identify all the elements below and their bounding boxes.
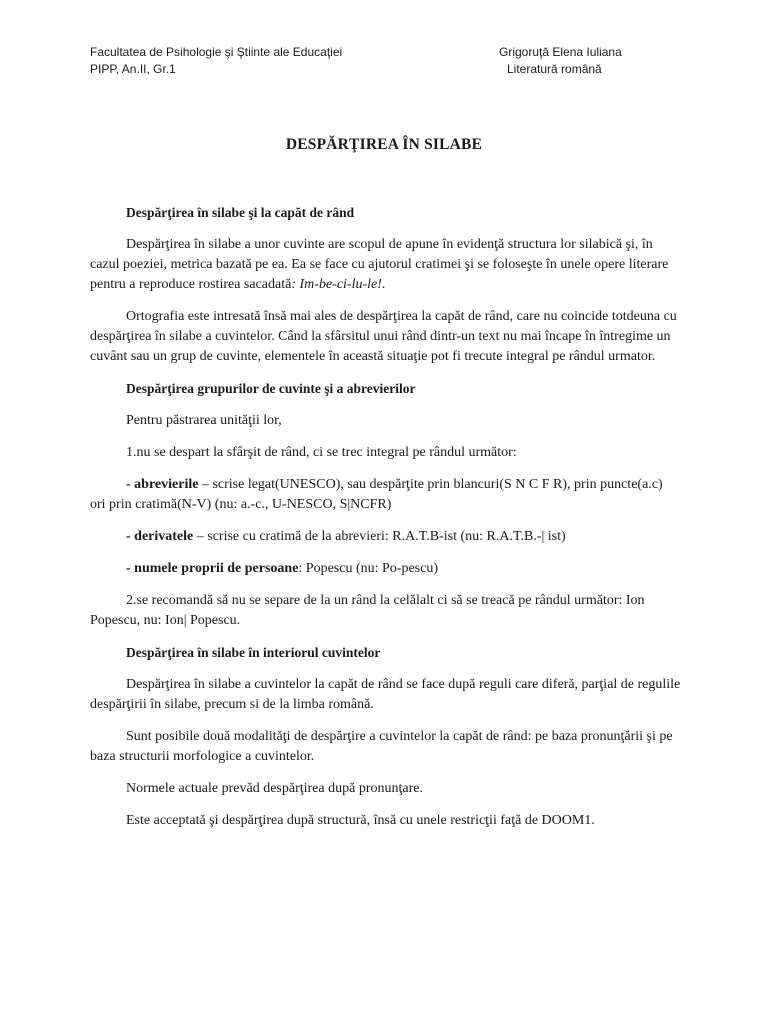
rule-item: 2.se recomandă să nu se separe de la un rând la celălalt ci să se treacă pe rândul următor: Ion Popescu, nu: Ion| Popescu. (90, 593, 645, 628)
list-item-text: – scrise cu cratimă de la abrevieri: R.A.T.B-ist (nu: R.A.T.B.-| ist) (193, 529, 566, 544)
header-right (499, 44, 622, 78)
document-body (90, 203, 681, 831)
header-left (90, 44, 342, 78)
faculty-name: Facultatea de Psihologie şi Ştiinte ale Educaţiei (90, 45, 343, 59)
paragraph: Este acceptată şi despărţirea după structură, însă cu unele restricţii faţă de DOOM1. (126, 813, 595, 828)
paragraph-text: Despărţirea în silabe a unor cuvinte are scopul de apune în evidenţă structura lor silabică şi, în cazul poeziei, metrica bazată pe ea. Ea se face cu ajutorul cratimei şi se foloseşte în unele opere literare pentru a reproduce rostirea sacadată (90, 237, 669, 292)
section-heading: Despărţirea în silabe şi la capăt de rând (126, 205, 355, 220)
paragraph-end: . (381, 277, 386, 292)
rule-item: 1.nu se despart la sfârşit de rând, ci se trec integral pe rândul următor: (126, 445, 517, 460)
list-item-text: : Popescu (nu: Po-pescu) (298, 561, 438, 576)
section-heading: Despărţirea grupurilor de cuvinte şi a abrevierilor (126, 381, 416, 396)
list-item-label: - numele proprii de persoane (126, 561, 299, 576)
list-item-label: - derivatele (126, 529, 194, 544)
paragraph: Normele actuale prevăd despărţirea după pronunţare. (126, 781, 423, 796)
list-item-label: - abrevierile (126, 477, 199, 492)
list-item-text: – scrise legat(UNESCO), sau despărţite prin blancuri(S N C F R), prin puncte(a.c) ori prin cratimă(N-V) (nu: a.-c., U-NESCO, S|NCFR) (90, 477, 663, 512)
paragraph (90, 235, 681, 295)
list-item (90, 559, 681, 579)
list-item (90, 475, 681, 515)
paragraph: Pentru păstrarea unităţii lor, (126, 413, 282, 428)
section-heading: Despărţirea în silabe în interiorul cuvintelor (126, 645, 381, 660)
italic-example: : Im-be-ci-lu-le! (291, 277, 382, 292)
author-name: Grigoruţă Elena Iuliana (499, 45, 622, 59)
program-group: PIPP, An.II, Gr.1 (90, 62, 176, 76)
list-item (90, 527, 681, 547)
paragraph: Sunt posibile două modalităţi de despărţire a cuvintelor la capăt de rând: pe baza pronunţării şi pe baza structurii morfologice a cuvintelor. (90, 729, 673, 764)
paragraph: Despărţirea în silabe a cuvintelor la capăt de rând se face după reguli care diferă, parţial de regulile despărţirii în silabe, precum si de la limba română. (90, 677, 681, 712)
paragraph: Ortografia este intresată însă mai ales de despărţirea la capăt de rând, care nu coincide totdeuna cu despărţirea în silabe a cuvintelor. Când la sfârsitul unui rând dintr-un text nu mai încape în întregime un cuvânt sau un grup de cuvinte, elementele în această situaţie pot fi trecute integral pe rândul urmator. (90, 309, 677, 364)
document-title: DESPĂRŢIREA ÎN SILABE (285, 136, 483, 153)
course-name: Literatură română (507, 62, 602, 76)
